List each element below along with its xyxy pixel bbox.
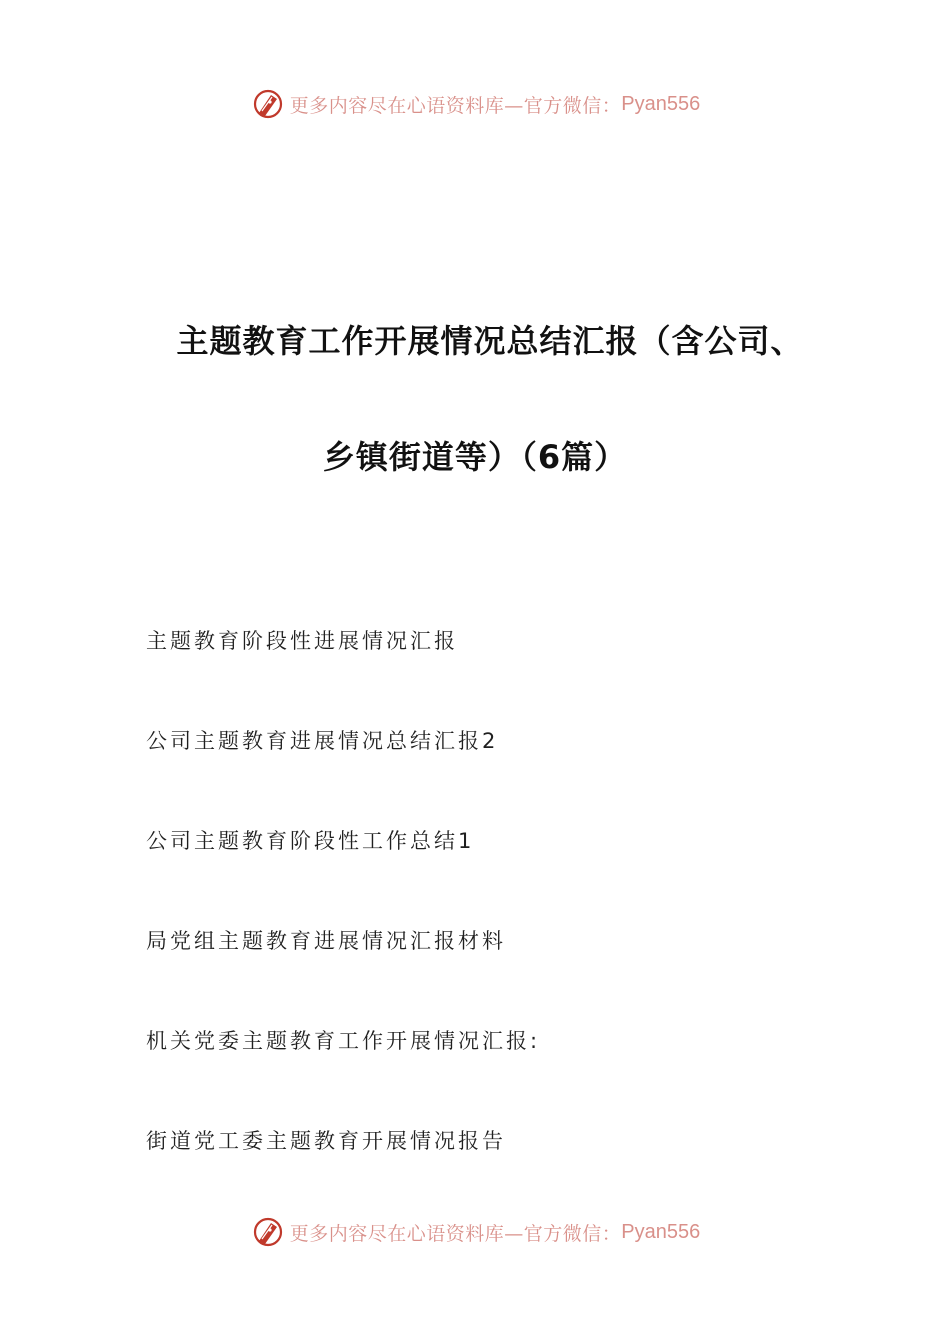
footer-watermark bbox=[0, 1212, 950, 1252]
contents-item: 公司主题教育进展情况总结汇报2 bbox=[146, 729, 499, 753]
document-title-line-1: 主题教育工作开展情况总结汇报（含公司、 bbox=[176, 322, 804, 360]
contents-item: 公司主题教育阶段性工作总结1 bbox=[146, 829, 475, 853]
contents-list bbox=[146, 622, 540, 1222]
contents-item: 机关党委主题教育工作开展情况汇报: bbox=[146, 1029, 541, 1053]
contents-item: 街道党工委主题教育开展情况报告 bbox=[146, 1129, 506, 1153]
watermark-text: 更多内容尽在心语资料库—官方微信： bbox=[289, 1222, 622, 1245]
contents-item: 主题教育阶段性进展情况汇报 bbox=[146, 629, 458, 653]
watermark-text: 更多内容尽在心语资料库—官方微信： bbox=[289, 94, 622, 117]
pen-nib-icon bbox=[250, 86, 286, 122]
wechat-id: Pyan556 bbox=[621, 92, 701, 115]
pen-nib-icon bbox=[250, 1214, 286, 1250]
header-watermark bbox=[0, 84, 950, 124]
contents-item: 局党组主题教育进展情况汇报材料 bbox=[146, 929, 506, 953]
wechat-id: Pyan556 bbox=[621, 1220, 701, 1243]
document-title-line-2: 乡镇街道等）（6篇） bbox=[322, 438, 628, 476]
